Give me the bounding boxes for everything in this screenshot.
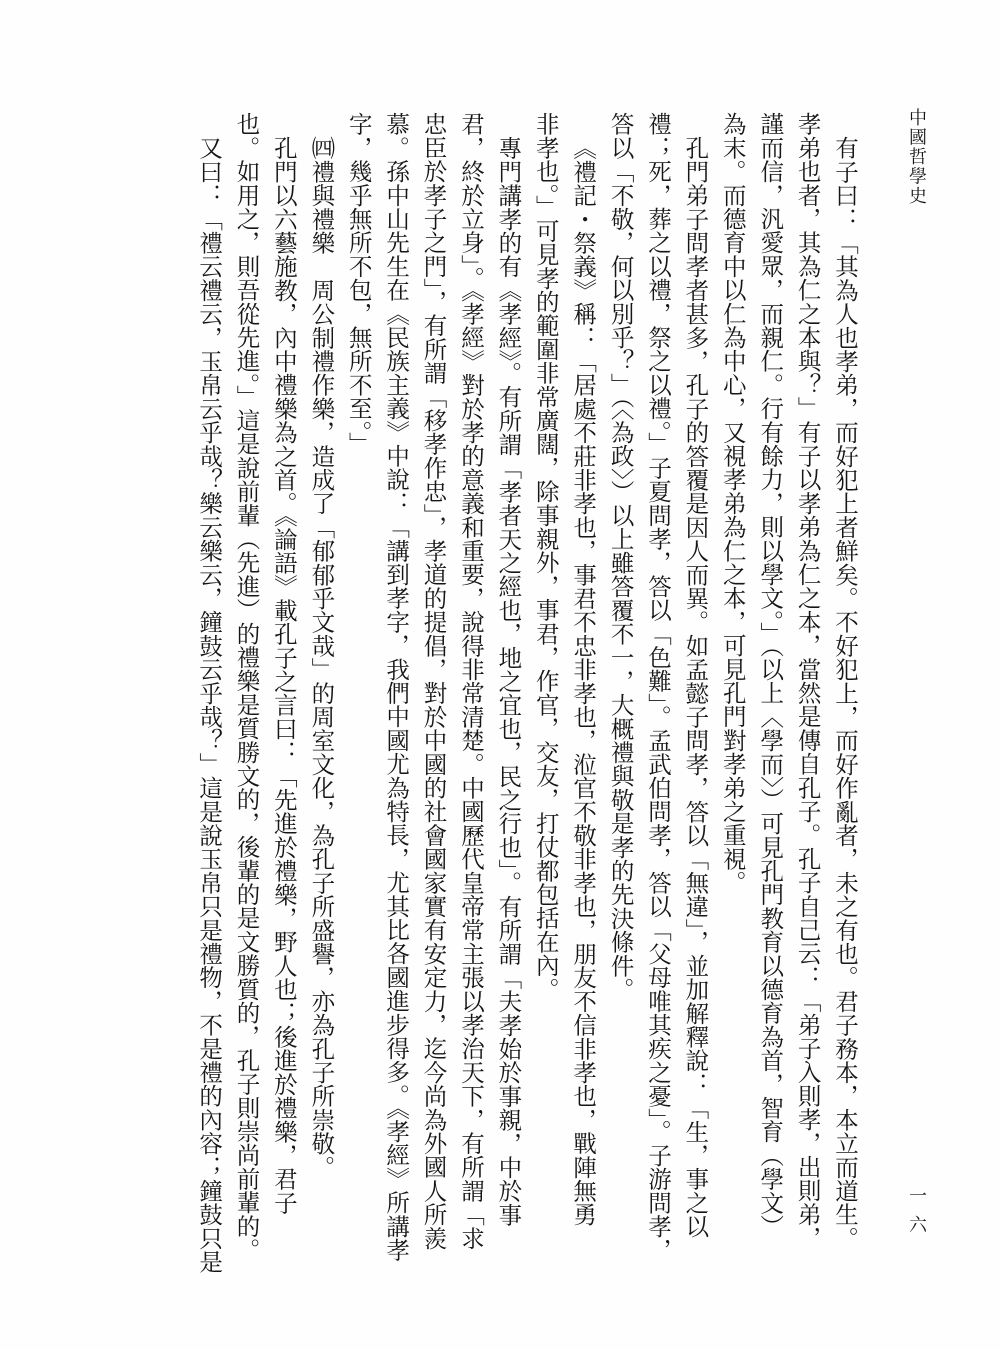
text-column: 為末。而德育中以仁為中心，又視孝弟為仁之本，可見孔門對孝弟之重視。	[718, 112, 745, 895]
text-column: 專門講孝的有《孝經》。有所謂「孝者天之經也，地之宜也，民之行也」。有所謂「夫孝始於事親，中於事	[494, 135, 521, 1226]
text-column: 謹而信，汎愛眾，而親仁。行有餘力，則以學文。」（以上〈學而〉）可見孔門教育以德育為首，智育（學文）	[756, 112, 783, 1239]
text-column: 也。如用之，則吾從先進。」這是說前輩（先進）的禮樂是質勝文的，後輩的是文勝質的，孔子則崇尚前輩的。	[232, 112, 259, 1262]
text-column: 忠臣於孝子之門」，有所謂「移孝作忠」，孝道的提倡，對於中國的社會國家實有安定力，迄今尚為外國人所羨	[419, 112, 446, 1250]
text-column: 字，幾乎無所不包，無所不至。」	[344, 112, 371, 456]
text-column: 有子曰：「其為人也孝弟，而好犯上者鮮矣。不好犯上，而好作亂者，未之有也。君子務本，本立而道生。	[831, 135, 857, 1250]
text-column: 孔門以六藝施教，內中禮樂為之首。《論語》載孔子之言曰：「先進於禮樂，野人也；後進於禮樂，君子	[269, 135, 296, 1214]
text-column: 慕。孫中山先生在《民族主義》中說：「講到孝字，我們中國尤為特長，尤其比各國進步得多。《孝經》所講孝	[382, 112, 409, 1262]
text-column: 又曰：「禮云禮云，玉帛云乎哉？樂云樂云，鐘鼓云乎哉？」這是說玉帛只是禮物，不是禮的內容；鐘鼓只是	[195, 135, 222, 1274]
page-number: 一六	[907, 1186, 927, 1244]
text-column: 禮；死，葬之以禮，祭之以禮。」子夏問孝，答以「色難」。孟武伯問孝，答以「父母唯其疾之憂」。子游問孝，	[643, 112, 670, 1262]
text-column: 孝弟也者，其為仁之本與？」有子以孝弟為仁之本，當然是傳自孔子。孔子自己云：「弟子入則孝，出則弟，	[793, 112, 820, 1250]
text-column: 答以「不敬，何以別乎？」（〈為政〉）以上雖答覆不一，大概禮與敬是孝的先決條件。	[606, 112, 633, 1002]
body-text	[189, 112, 862, 1274]
text-column: 孔門弟子問孝者甚多，孔子的答覆是因人而異。如孟懿子問孝，答以「無違」，並加解釋說：「生，事之以	[681, 135, 708, 1238]
text-column: 《禮記・祭義》稱：「居處不莊非孝也，事君不忠非孝也，涖官不敬非孝也，朋友不信非孝也，戰陣無勇	[569, 135, 596, 1226]
text-column: 非孝也。」可見孝的範圍非常廣闊，除事親外，事君，作官，交友，打仗都包括在內。	[531, 112, 558, 1001]
text-column: 君，終於立身」。《孝經》對於孝的意義和重要，說得非常清楚。中國歷代皇帝常主張以孝治天下，有所謂「求	[456, 112, 483, 1250]
running-title: 中國哲學史	[907, 108, 927, 206]
text-column: ㈣禮與禮樂 周公制禮作樂，造成了「郁郁乎文哉」的周室文化，為孔子所盛譽，亦為孔子所崇敬。	[307, 135, 334, 1179]
